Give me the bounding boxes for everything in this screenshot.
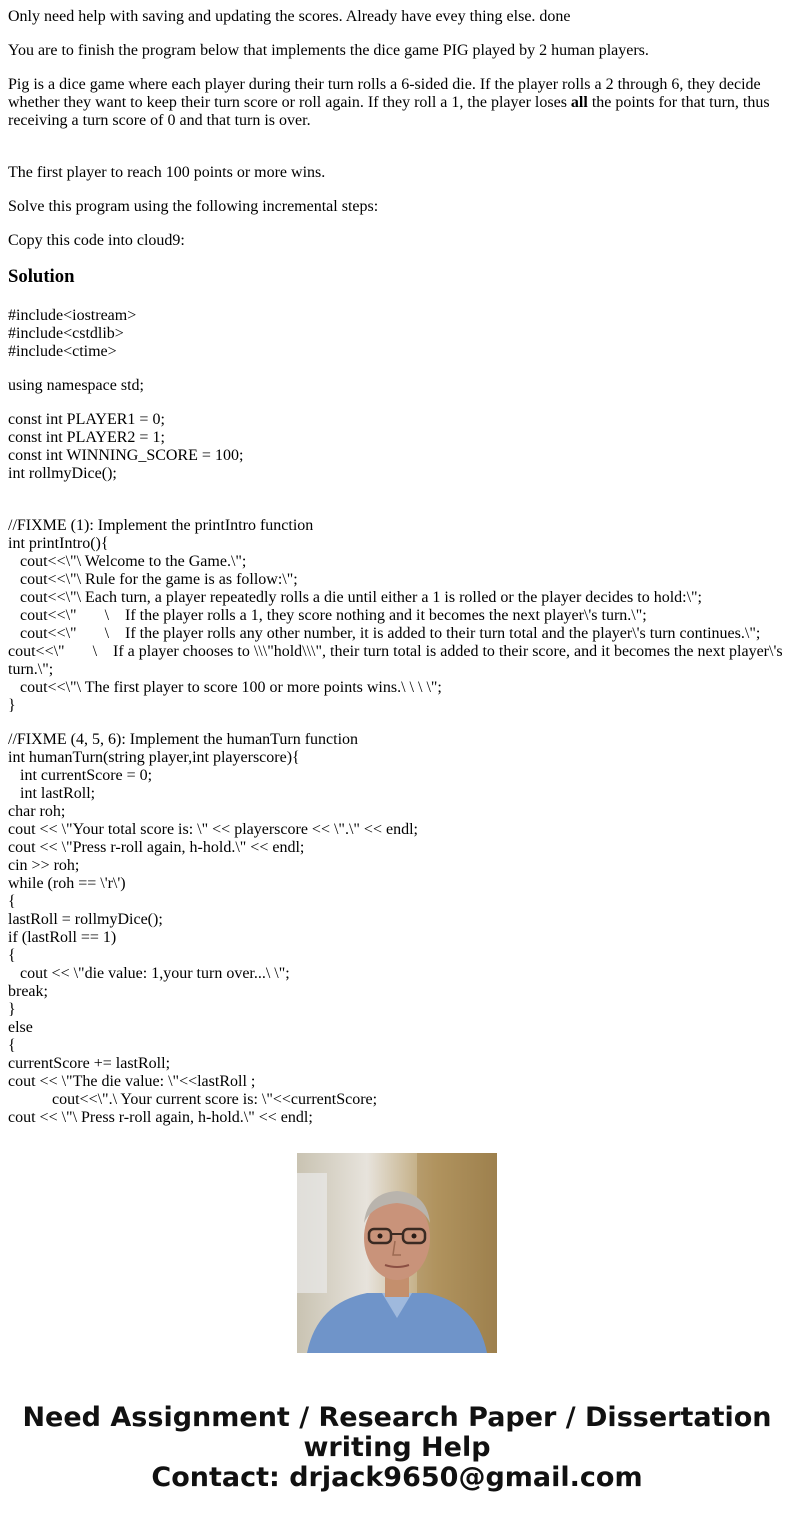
code-human-turn: //FIXME (4, 5, 6): Implement the humanTurn function int humanTurn(string player,int playerscore){ int currentScore = 0; int lastRoll; char roh; cout << \"Your total score is: \" << playerscore << \".\" << endl; cout << \"Press r-roll again, h-hold.\" << endl; cin >> roh; while (roh == \'r\') { lastRoll = rollmyDice(); if (lastRoll == 1) { cout << \"die value: 1,your turn over...\ \"; break; } else { currentScore += lastRoll; cout << \"The die value: \"<<lastRoll ; cout<<\".\ Your current score is: \"<<currentScore; cout << \"\ Press r-roll again, h-hold.\" << endl; [8, 731, 418, 1126]
author-avatar [297, 1153, 497, 1353]
blank-line [8, 499, 786, 517]
banner-line-2: writing Help [303, 1432, 491, 1463]
contact-banner [0, 1403, 794, 1493]
code-print-intro: //FIXME (1): Implement the printIntro function int printIntro(){ cout<<\"\ Welcome to the Game.\"; cout<<\"\ Rule for the game is as follow:\"; cout<<\"\ Each turn, a player repeatedly rolls a die until either a 1 is rolled or the player decides to hold:\"; cout<<\" \ If the player rolls a 1, they score nothing and it becomes the next player\'s turn.\"; cout<<\" \ If the player rolls any other number, it is added to their turn total and the player\'s turn continues.\"; cout<<\" \ If a player chooses to \\\"hold\\\", their turn total is added to their score, and it becomes the next player\'s turn.\"; cout<<\"\ The first player to score 100 or more points wins.\ \ \ \"; } [8, 517, 783, 714]
question-content [8, 8, 786, 1126]
code-constants: const int PLAYER1 = 0; const int PLAYER2 = 1; const int WINNING_SCORE = 100; int rollmyDice(); [8, 411, 244, 482]
person-portrait-icon [297, 1153, 497, 1353]
banner-line-1: Need Assignment / Research Paper / Dissertation [22, 1402, 772, 1433]
intro-line-6: Copy this code into cloud9: [8, 232, 185, 249]
intro-line-5: Solve this program using the following incremental steps: [8, 198, 379, 215]
intro-line-3 [8, 76, 786, 130]
rules-text-bold: all [570, 94, 588, 111]
rules-text-b: the points for that turn, thus receiving a turn score of 0 and that turn is over. [8, 94, 770, 129]
blank-line [8, 146, 786, 164]
intro-line-4: The first player to reach 100 points or more wins. [8, 164, 326, 181]
banner-contact: Contact: drjack9650@gmail.com [151, 1462, 643, 1493]
rules-text-a: Pig is a dice game where each player during their turn rolls a 6-sided die. If the player rolls a 2 through 6, they decide whether they want to keep their turn score or roll again. If they roll a 1, the player loses [8, 76, 761, 111]
solution-heading: Solution [8, 266, 75, 287]
code-namespace: using namespace std; [8, 377, 144, 394]
intro-line-1: Only need help with saving and updating the scores. Already have evey thing else. done [8, 8, 571, 25]
code-includes: #include<iostream> #include<cstdlib> #include<ctime> [8, 307, 137, 360]
intro-line-2: You are to finish the program below that implements the dice game PIG played by 2 human players. [8, 42, 649, 59]
